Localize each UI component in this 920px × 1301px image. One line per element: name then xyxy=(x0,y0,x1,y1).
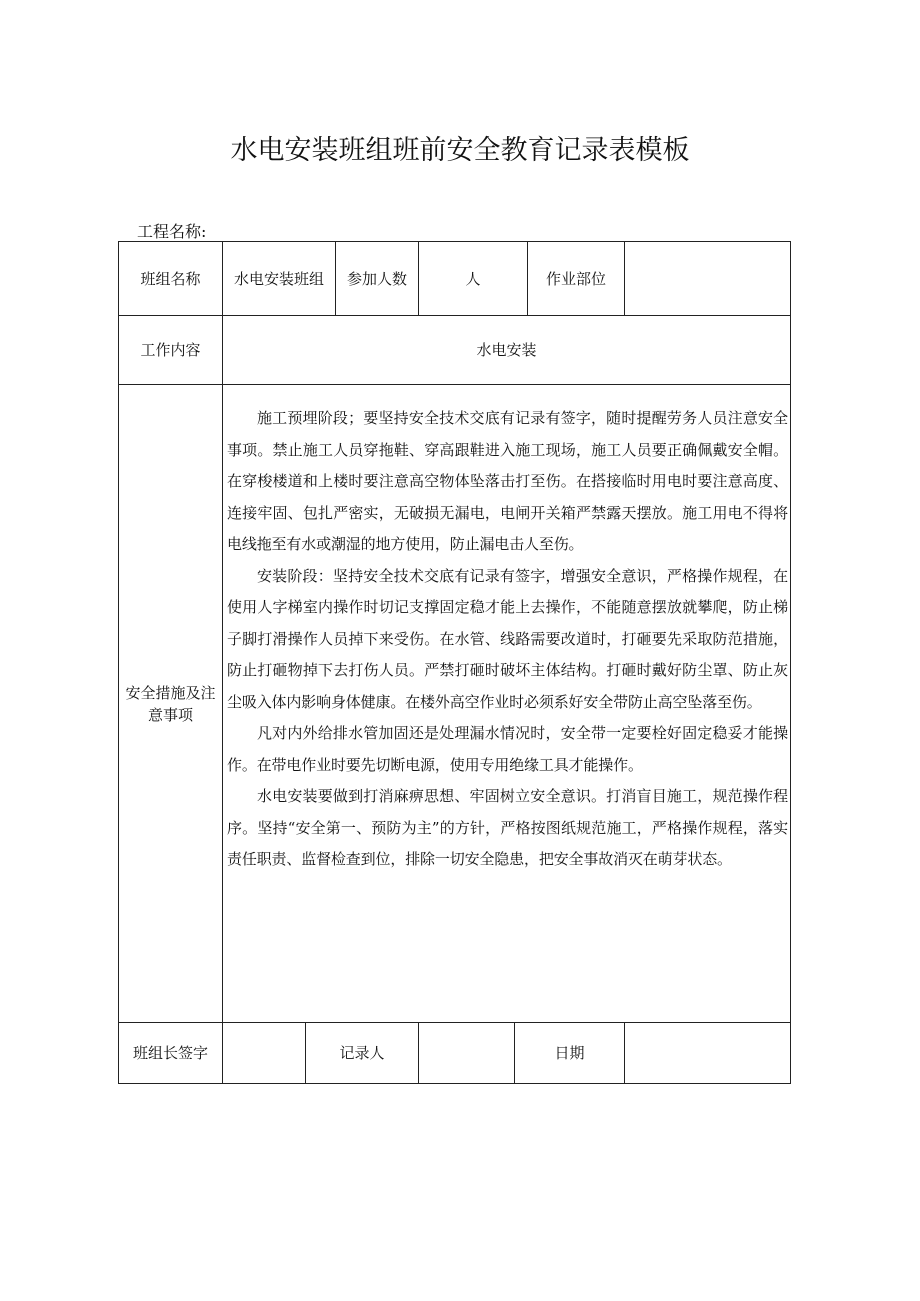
project-name-label: 工程名称: xyxy=(137,222,207,241)
team-name-value: 水电安装班组 xyxy=(223,242,336,316)
recorder-value[interactable] xyxy=(419,1023,515,1084)
team-name-label: 班组名称 xyxy=(119,242,223,316)
team-leader-signature-value[interactable] xyxy=(223,1023,306,1084)
safety-paragraph: 水电安装要做到打消麻痹思想、牢固树立安全意识。打消盲目施工，规范操作程序。坚持“安全第一、预防为主”的方针，严格按图纸规范施工，严格操作规程，落实责任职责、监督检查到位，排除一切安全隐患，把安全事故消灭在萌芽状态。 xyxy=(227,787,789,868)
team-leader-signature-label: 班组长签字 xyxy=(119,1023,223,1084)
work-content-label: 工作内容 xyxy=(119,316,223,385)
date-value[interactable] xyxy=(625,1023,791,1084)
participant-count-label: 参加人数 xyxy=(336,242,419,316)
work-location-value[interactable] xyxy=(625,242,791,316)
safety-measures-label xyxy=(119,385,223,1023)
work-content-value: 水电安装 xyxy=(223,316,791,385)
document-title: 水电安装班组班前安全教育记录表模板 xyxy=(230,135,690,166)
safety-paragraph: 凡对内外给排水管加固还是处理漏水情况时，安全带一定要栓好固定稳妥才能操作。在带电作业时要先切断电源，使用专用绝缘工具才能操作。 xyxy=(227,724,789,774)
record-table xyxy=(118,241,791,1084)
safety-measures-label-text: 安全措施及注意事项 xyxy=(125,683,216,724)
recorder-label: 记录人 xyxy=(306,1023,419,1084)
participant-count-unit: 人 xyxy=(419,242,528,316)
safety-paragraph: 安装阶段：坚持安全技术交底有记录有签字，增强安全意识，严格操作规程，在使用人字梯室内操作时切记支撑固定稳才能上去操作，不能随意摆放就攀爬，防止梯子脚打滑操作人员掉下来受伤。在水管、线路需要改道时，打砸要先采取防范措施，防止打砸物掉下去打伤人员。严禁打砸时破坏主体结构。打砸时戴好防尘罩、防止灰尘吸入体内影响身体健康。在楼外高空作业时必须系好安全带防止高空坠落至伤。 xyxy=(227,566,789,711)
work-location-label: 作业部位 xyxy=(528,242,625,316)
safety-measures-content xyxy=(223,385,791,1023)
date-label: 日期 xyxy=(515,1023,625,1084)
safety-paragraph: 施工预埋阶段；要坚持安全技术交底有记录有签字，随时提醒劳务人员注意安全事项。禁止施工人员穿拖鞋、穿高跟鞋进入施工现场，施工人员要正确佩戴安全帽。在穿梭楼道和上楼时要注意高空物体坠落击打至伤。在搭接临时用电时要注意高度、连接牢固、包扎严密实，无破损无漏电，电闸开关箱严禁露天摆放。施工用电不得将电线拖至有水或潮湿的地方使用，防止漏电击人至伤。 xyxy=(227,409,789,553)
